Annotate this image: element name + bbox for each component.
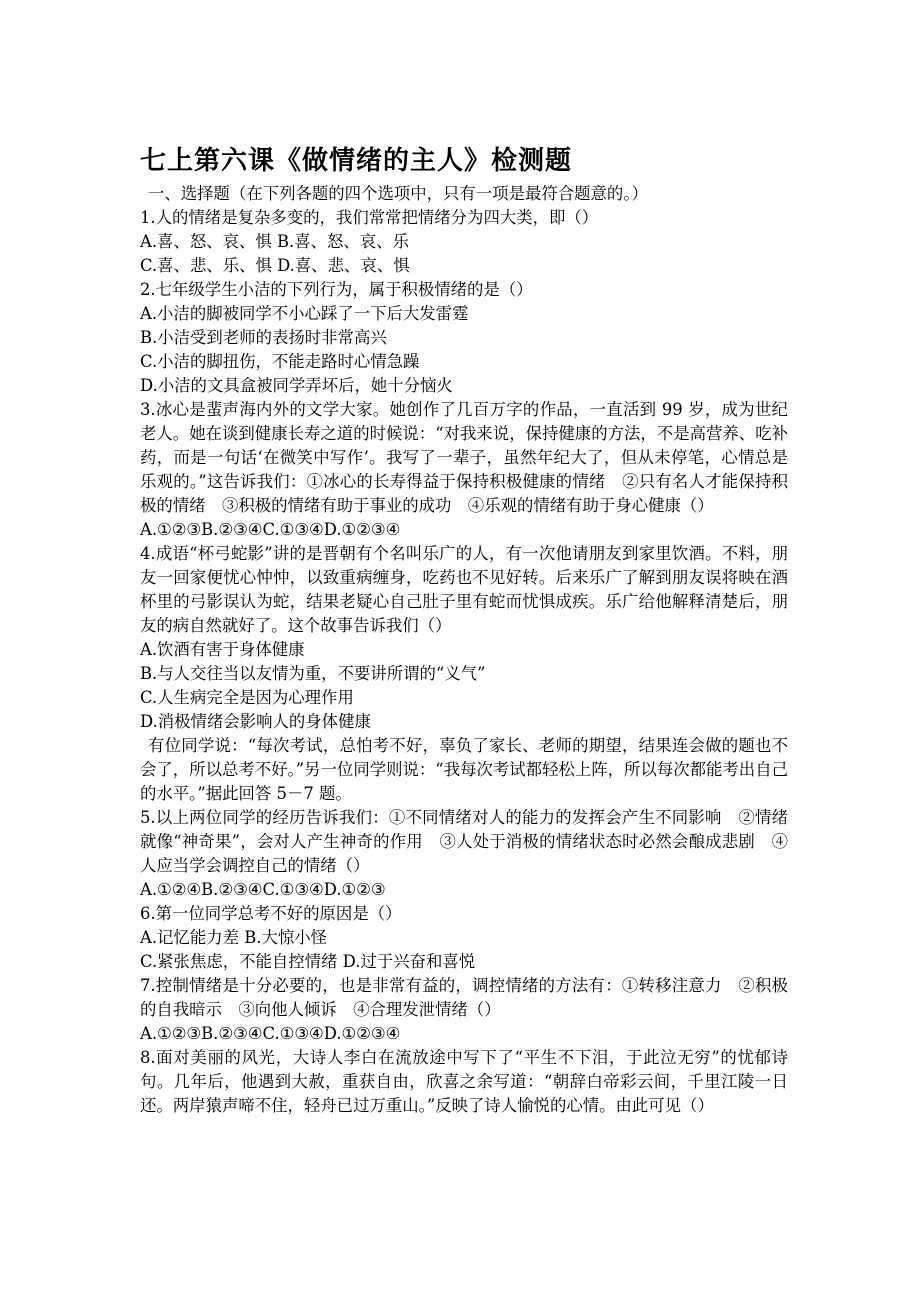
- document-page: [140, 140, 788, 1118]
- q4-option-c: C.人生病完全是因为心理作用: [140, 688, 354, 707]
- q4-option-b: B.与人交往当以友情为重，不要讲所谓的“义气”: [140, 664, 486, 683]
- q2-option-b: B.小洁受到老师的表扬时非常高兴: [140, 328, 387, 347]
- q6-options-cd: C.紧张焦虑，不能自控情绪 D.过于兴奋和喜悦: [140, 952, 476, 971]
- q1-options-cd: C.喜、悲、乐、惧 D.喜、悲、哀、惧: [140, 256, 410, 275]
- q4-option-a: A.饮酒有害于身体健康: [140, 640, 305, 659]
- q3-stem: 3.冰心是蜚声海内外的文学大家。她创作了几百万字的作品，一直活到 99 岁，成为世纪老人。她在谈到健康长寿之道的时候说：“对我来说，保持健康的方法，不是高营养、吃补药，而是一句话‘在微笑中写作’。我写了一辈子，虽然年纪大了，但从未停笔，心情总是乐观的。”这告诉我们：①冰心的长寿得益于保持积极健康的情绪 ②只有名人才能保持积极的情绪 ③积极的情绪有助于事业的成功 ④乐观的情绪有助于身心健康（）: [140, 400, 788, 515]
- q8-stem: 8.面对美丽的风光，大诗人李白在流放途中写下了“平生不下泪，于此泣无穷”的忧郁诗句。几年后，他遇到大赦，重获自由，欣喜之余写道：“朝辞白帝彩云间，千里江陵一日还。两岸猿声啼不住，轻舟已过万重山。”反映了诗人愉悦的心情。由此可见（）: [140, 1048, 788, 1115]
- q5-stem: 5.以上两位同学的经历告诉我们：①不同情绪对人的能力的发挥会产生不同影响 ②情绪就像“神奇果”，会对人产生神奇的作用 ③人处于消极的情绪状态时必然会酿成悲剧 ④人应当学会调控自己的情绪（）: [140, 808, 788, 875]
- q3-options: A.①②③B.②③④C.①③④D.①②③④: [140, 520, 401, 539]
- q6-stem: 6.第一位同学总考不好的原因是（）: [140, 904, 402, 923]
- q2-option-c: C.小洁的脚扭伤，不能走路时心情急躁: [140, 352, 420, 371]
- q1-options-ab: A.喜、怒、哀、惧 B.喜、怒、哀、乐: [140, 232, 409, 251]
- q2-option-a: A.小洁的脚被同学不小心踩了一下后大发雷霆: [140, 304, 469, 323]
- q4-option-d: D.消极情绪会影响人的身体健康: [140, 712, 371, 731]
- q1-stem: 1.人的情绪是复杂多变的，我们常常把情绪分为四大类，即（）: [140, 208, 599, 227]
- q4-stem: 4.成语“杯弓蛇影”讲的是晋朝有个名叫乐广的人，有一次他请朋友到家里饮酒。不料，朋友一回家便忧心忡忡，以致重病缠身，吃药也不见好转。后来乐广了解到朋友误将映在酒杯里的弓影误认为蛇，结果老疑心自己肚子里有蛇而忧惧成疾。乐广给他解释清楚后，朋友的病自然就好了。这个故事告诉我们（）: [140, 544, 788, 635]
- q7-options: A.①②③B.②③④C.①③④D.①②③④: [140, 1024, 401, 1043]
- material-passage: 有位同学说：“每次考试，总怕考不好，辜负了家长、老师的期望，结果连会做的题也不会了，所以总考不好。”另一位同学则说：“我每次考试都轻松上阵，所以每次都能考出自己的水平。”据此回答 5－7 题。: [140, 736, 788, 803]
- q7-stem: 7.控制情绪是十分必要的，也是非常有益的，调控情绪的方法有：①转移注意力 ②积极的自我暗示 ③向他人倾诉 ④合理发泄情绪（）: [140, 976, 788, 1019]
- section-heading: 一、选择题（在下列各题的四个选项中，只有一项是最符合题意的。）: [148, 184, 648, 203]
- q2-stem: 2.七年级学生小洁的下列行为，属于积极情绪的是（）: [140, 280, 533, 299]
- q5-options: A.①②④B.②③④C.①③④D.①②③: [140, 880, 386, 899]
- q2-option-d: D.小洁的文具盒被同学弄坏后，她十分恼火: [140, 376, 453, 395]
- q6-options-ab: A.记忆能力差 B.大惊小怪: [140, 928, 328, 947]
- document-title: 七上第六课《做情绪的主人》检测题: [140, 146, 573, 176]
